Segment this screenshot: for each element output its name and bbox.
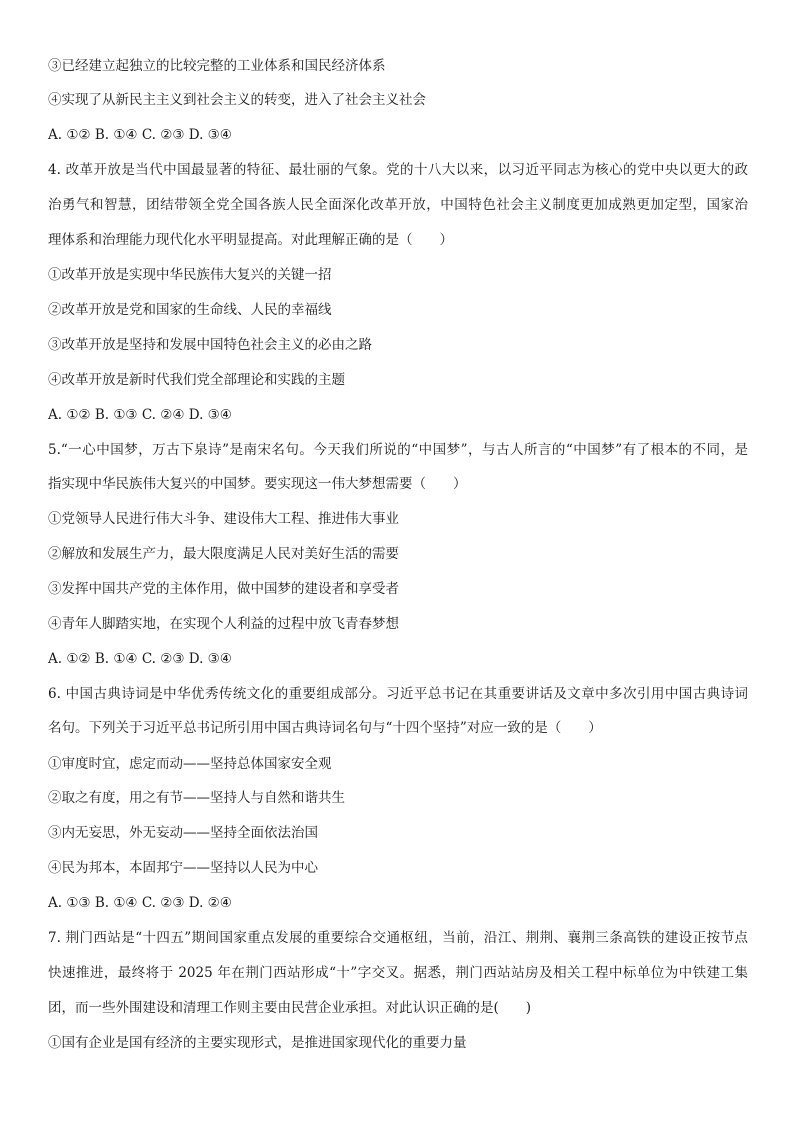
- option-2: ②取之有度，用之有节——坚持人与自然和谐共生: [48, 790, 345, 806]
- option-1: ①改革开放是实现中华民族伟大复兴的关键一招: [48, 267, 332, 283]
- question-7-line-2: 快速推进，最终将于 2025 年在荆门西站形成“十”字交叉。据悉，荆门西站站房及相关工程中标单位为中铁建工集: [48, 965, 748, 981]
- answer-choices: A. ①② B. ①④ C. ②③ D. ③④: [48, 127, 232, 143]
- option-3: ③已经建立起独立的比较完整的工业体系和国民经济体系: [48, 58, 386, 74]
- option-3: ③改革开放是坚持和发展中国特色社会主义的必由之路: [48, 337, 372, 353]
- question-7-line-3: 团，而一些外围建设和清理工作则主要由民营企业承担。对此认识正确的是( ): [48, 1000, 532, 1016]
- question-7-line-1: 7. 荆门西站是“十四五”期间国家重点发展的重要综合交通枢纽，当前，沿江、荆荆、襄荆三条高铁的建设正按节点: [48, 930, 748, 946]
- question-6-line-1: 6. 中国古典诗词是中华优秀传统文化的重要组成部分。习近平总书记在其重要讲话及文章中多次引用中国古典诗词: [48, 686, 748, 702]
- option-4: ④民为邦本，本固邦宁——坚持以人民为中心: [48, 860, 318, 876]
- option-4: ④实现了从新民主主义到社会主义的转变，进入了社会主义社会: [48, 92, 426, 108]
- option-2: ②解放和发展生产力，最大限度满足人民对美好生活的需要: [48, 546, 399, 562]
- answer-choices: A. ①② B. ①④ C. ②③ D. ③④: [48, 651, 232, 667]
- option-2: ②改革开放是党和国家的生命线、人民的幸福线: [48, 302, 332, 318]
- option-1: ①党领导人民进行伟大斗争、建设伟大工程、推进伟大事业: [48, 511, 399, 527]
- option-3: ③发挥中国共产党的主体作用，做中国梦的建设者和享受者: [48, 581, 399, 597]
- option-3: ③内无妄思，外无妄动——坚持全面依法治国: [48, 825, 318, 841]
- question-6-line-2: 名句。下列关于习近平总书记所引用中国古典诗词名句与“十四个坚持”对应一致的是（ ）: [48, 720, 602, 736]
- answer-choices: A. ①③ B. ①④ C. ②③ D. ②④: [48, 895, 232, 911]
- question-5-line-1: 5.“一心中国梦，万古下泉诗”是南宋名句。今天我们所说的“中国梦”，与古人所言的“中国梦”有了根本的不同，是: [48, 442, 748, 458]
- option-4: ④青年人脚踏实地，在实现个人利益的过程中放飞青春梦想: [48, 616, 399, 632]
- question-5-line-2: 指实现中华民族伟大复兴的中国梦。要实现这一伟大梦想需要（ ）: [48, 476, 467, 492]
- option-1: ①国有企业是国有经济的主要实现形式，是推进国家现代化的重要力量: [48, 1035, 467, 1051]
- answer-choices: A. ①② B. ①③ C. ②④ D. ③④: [48, 407, 232, 423]
- question-4-line-2: 治勇气和智慧，团结带领全党全国各族人民全面深化改革开放，中国特色社会主义制度更加成熟更加定型，国家治: [48, 197, 748, 213]
- question-4-line-1: 4. 改革开放是当代中国最显著的特征、最壮丽的气象。党的十八大以来，以习近平同志为核心的党中央以更大的政: [48, 162, 748, 178]
- option-4: ④改革开放是新时代我们党全部理论和实践的主题: [48, 372, 345, 388]
- option-1: ①审度时宜，虑定而动——坚持总体国家安全观: [48, 756, 332, 772]
- question-4-line-3: 理体系和治理能力现代化水平明显提高。对此理解正确的是（ ）: [48, 232, 453, 248]
